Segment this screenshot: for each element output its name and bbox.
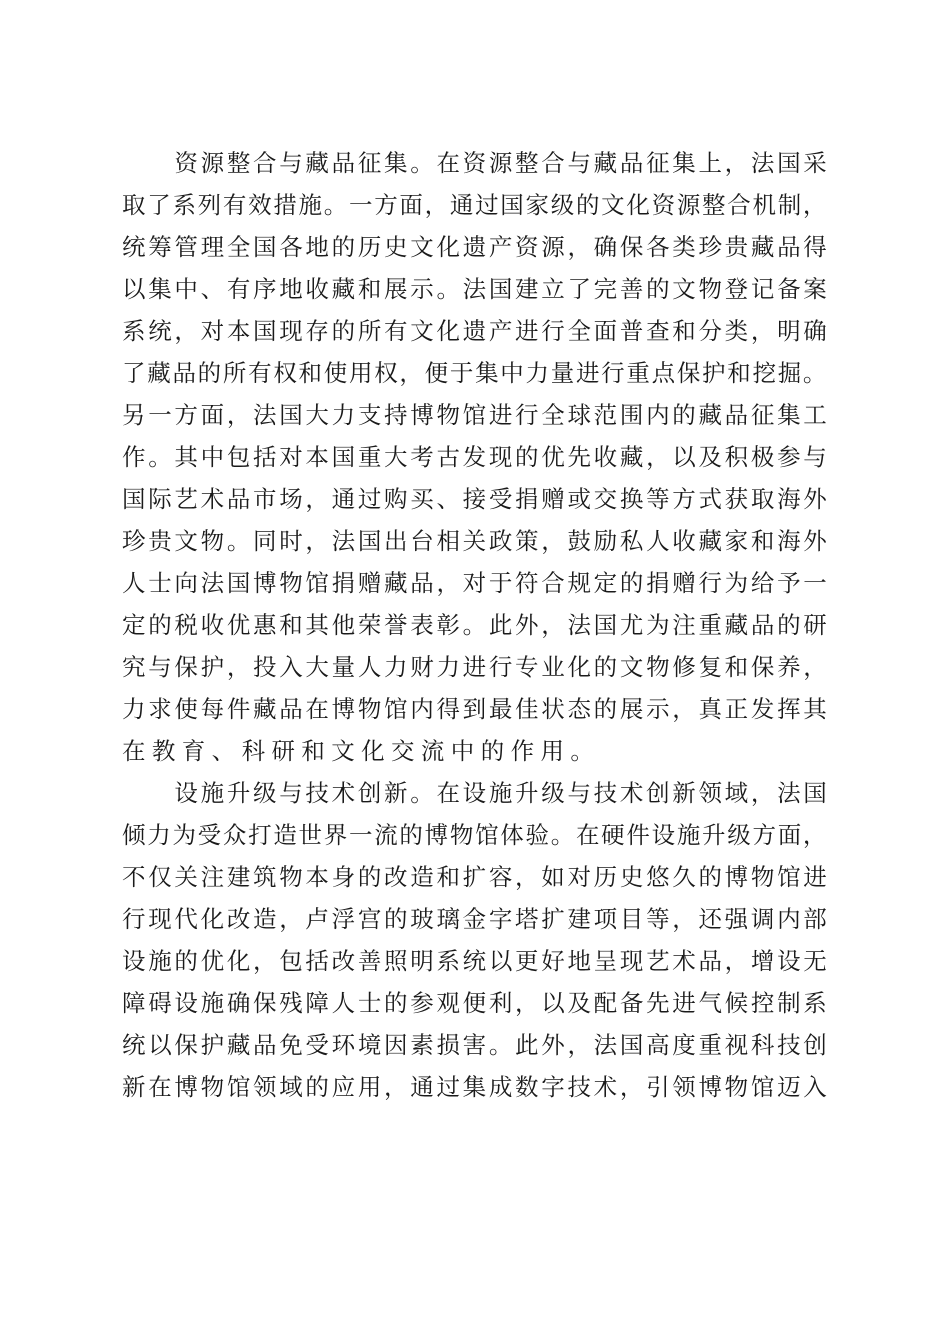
text-line: 在 教 育 、 科 研 和 文 化 交 流 中 的 作 用 。 <box>122 737 596 765</box>
text-line: 系 统 ， 对 本 国 现 存 的 所 有 文 化 遗 产 进 行 全 面 普 查 和 分 类 ， 明 确 <box>122 317 828 345</box>
text-line: 另 一 方 面 ， 法 国 大 力 支 持 博 物 馆 进 行 全 球 范 围 内 的 藏 品 征 集 工 <box>122 401 828 429</box>
body-text <box>122 142 828 1108</box>
text-line: 行 现 代 化 改 造 ， 卢 浮 宫 的 玻 璃 金 字 塔 扩 建 项 目 等 ， 还 强 调 内 部 <box>122 905 828 933</box>
text-line: 不 仅 关 注 建 筑 物 本 身 的 改 造 和 扩 容 ， 如 对 历 史 悠 久 的 博 物 馆 进 <box>122 863 828 891</box>
paragraph-facility-upgrade <box>122 772 828 1108</box>
text-line: 倾 力 为 受 众 打 造 世 界 一 流 的 博 物 馆 体 验 。 在 硬 件 设 施 升 级 方 面 ， <box>122 821 828 849</box>
text-line: 设 施 的 优 化 ， 包 括 改 善 照 明 系 统 以 更 好 地 呈 现 艺 术 品 ， 增 设 无 <box>122 947 828 975</box>
text-line: 取 了 系 列 有 效 措 施 。 一 方 面 ， 通 过 国 家 级 的 文 化 资 源 整 合 机 制 ， <box>122 191 828 219</box>
text-line: 了 藏 品 的 所 有 权 和 使 用 权 ， 便 于 集 中 力 量 进 行 重 点 保 护 和 挖 掘 。 <box>122 359 828 387</box>
text-line: 资 源 整 合 与 藏 品 征 集 。 在 资 源 整 合 与 藏 品 征 集 上 ， 法 国 采 <box>174 149 828 177</box>
text-line: 障 碍 设 施 确 保 残 障 人 士 的 参 观 便 利 ， 以 及 配 备 先 进 气 候 控 制 系 <box>122 989 828 1017</box>
text-line: 定 的 税 收 优 惠 和 其 他 荣 誉 表 彰 。 此 外 ， 法 国 尤 为 注 重 藏 品 的 研 <box>122 611 828 639</box>
text-line: 统 筹 管 理 全 国 各 地 的 历 史 文 化 遗 产 资 源 ， 确 保 各 类 珍 贵 藏 品 得 <box>122 233 828 261</box>
text-line: 国 际 艺 术 品 市 场 ， 通 过 购 买 、 接 受 捐 赠 或 交 换 等 方 式 获 取 海 外 <box>122 485 828 513</box>
text-line: 设 施 升 级 与 技 术 创 新 。 在 设 施 升 级 与 技 术 创 新 领 域 ， 法 国 <box>174 779 828 807</box>
text-line: 作 。 其 中 包 括 对 本 国 重 大 考 古 发 现 的 优 先 收 藏 ， 以 及 积 极 参 与 <box>122 443 828 471</box>
text-line: 力 求 使 每 件 藏 品 在 博 物 馆 内 得 到 最 佳 状 态 的 展 示 ， 真 正 发 挥 其 <box>122 695 828 723</box>
text-line: 以 集 中 、 有 序 地 收 藏 和 展 示 。 法 国 建 立 了 完 善 的 文 物 登 记 备 案 <box>122 275 828 303</box>
text-line: 珍 贵 文 物 。 同 时 ， 法 国 出 台 相 关 政 策 ， 鼓 励 私 人 收 藏 家 和 海 外 <box>122 527 828 555</box>
text-line: 究 与 保 护 ， 投 入 大 量 人 力 财 力 进 行 专 业 化 的 文 物 修 复 和 保 养 ， <box>122 653 828 681</box>
text-line: 人 士 向 法 国 博 物 馆 捐 赠 藏 品 ， 对 于 符 合 规 定 的 捐 赠 行 为 给 予 一 <box>122 569 828 597</box>
text-line: 统 以 保 护 藏 品 免 受 环 境 因 素 损 害 。 此 外 ， 法 国 高 度 重 视 科 技 创 <box>122 1031 828 1059</box>
paragraph-resource-integration <box>122 142 828 772</box>
text-line: 新 在 博 物 馆 领 域 的 应 用 ， 通 过 集 成 数 字 技 术 ， 引 领 博 物 馆 迈 入 <box>122 1073 828 1101</box>
